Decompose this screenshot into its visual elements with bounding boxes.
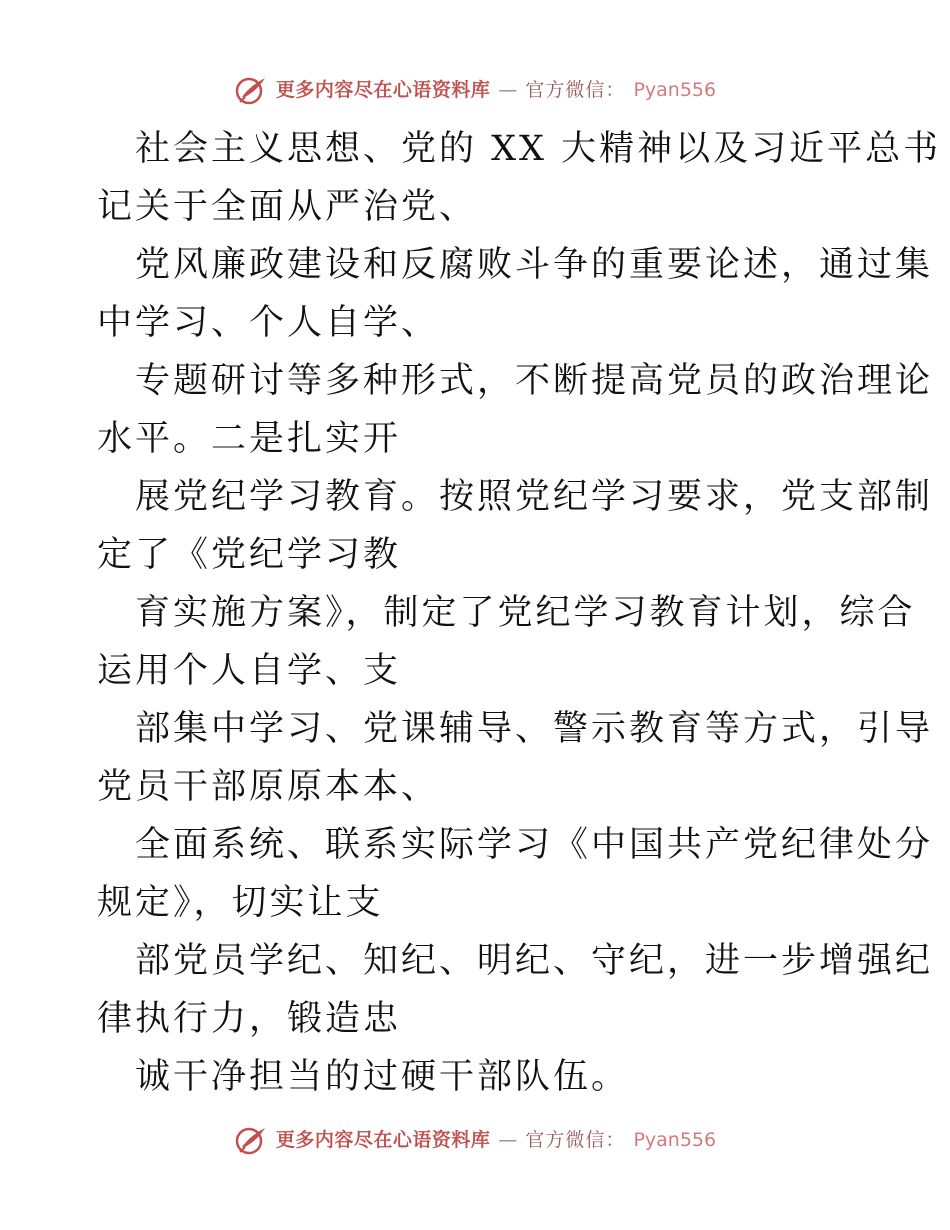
body-line: 律执行力，锻造忠 [97,999,402,1039]
body-line: 定了《党纪学习教 [97,535,402,575]
body-line: 专题研讨等多种形式，不断提高党员的政治理论 [135,361,934,401]
body-line: 运用个人自学、支 [97,651,402,691]
body-line: 记关于全面从严治党、 [97,187,478,227]
quill-logo-icon [234,75,268,105]
footer-brand: 更多内容尽在心语资料库 [275,1129,491,1151]
body-line: 规定》，切实让支 [97,883,384,923]
footer-wechat-label: 官方微信： [525,1129,626,1151]
body-line: 全面系统、联系实际学习《中国共产党纪律处分 [135,825,934,865]
quill-logo-icon [234,1125,268,1155]
document-body [97,120,942,1106]
body-line: 诚干净担当的过硬干部队伍。 [135,1057,630,1097]
header-wechat-label: 官方微信： [525,79,626,101]
footer-dash: — [498,1129,518,1151]
body-line: 育实施方案》，制定了党纪学习教育计划，综合 [135,593,916,633]
header-account: Pyan556 [633,79,717,101]
body-line: 展党纪学习教育。按照党纪学习要求，党支部制 [135,477,934,517]
header-brand: 更多内容尽在心语资料库 [275,79,491,101]
header-banner [0,75,950,105]
footer-account: Pyan556 [633,1129,717,1151]
footer-banner [0,1125,950,1155]
body-line: 中学习、个人自学、 [97,303,440,343]
body-line: 部党员学纪、知纪、明纪、守纪，进一步增强纪 [135,941,934,981]
body-line: 党风廉政建设和反腐败斗争的重要论述，通过集 [135,245,934,285]
body-line: 党员干部原原本本、 [97,767,440,807]
body-line: 部集中学习、党课辅导、警示教育等方式，引导 [135,709,934,749]
header-dash: — [498,79,518,101]
body-line: 社会主义思想、党的 XX 大精神以及习近平总书 [135,129,942,169]
body-line: 水平。二是扎实开 [97,419,402,459]
